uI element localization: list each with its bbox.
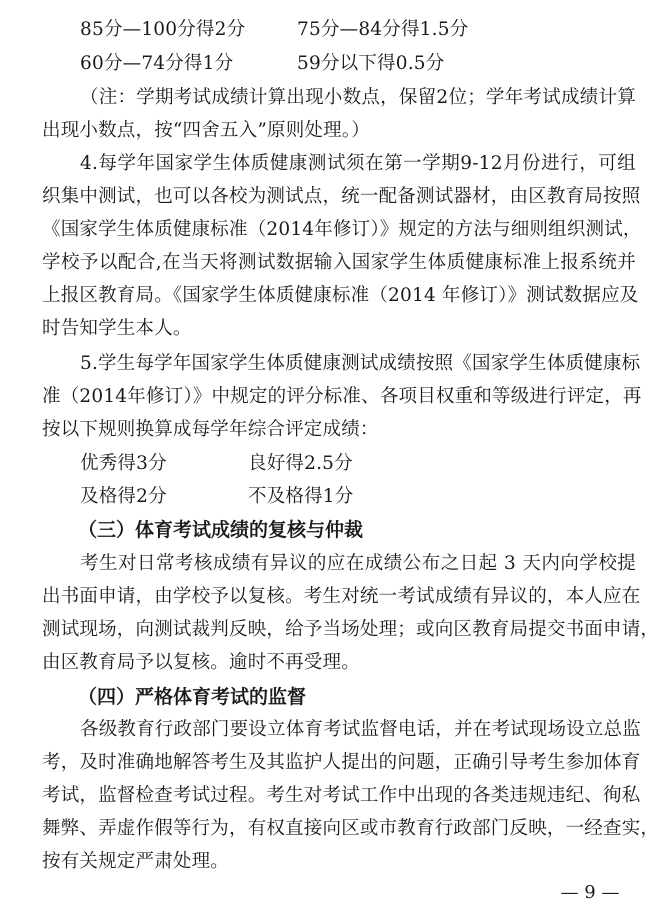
note-line: 出现小数点，按“四舍五入”原则处理。） — [42, 120, 370, 141]
section4-line: 按有关规定严肃处理。 — [42, 851, 230, 872]
grade-rule: 良好得2.5分 — [248, 453, 353, 474]
section3-line: 考生对日常考核成绩有异议的应在成绩公布之日起 3 天内向学校提 — [80, 553, 636, 574]
item4-line: 《国家学生体质健康标准（2014年修订）》规定的方法与细则组织测试， — [42, 219, 642, 240]
score-rule: 59分以下得0.5分 — [297, 53, 445, 74]
item4-line: 时告知学生本人。 — [42, 318, 192, 339]
item5-line: 准（2014年修订）》中规定的评分标准、各项目权重和等级进行评定，再 — [42, 386, 642, 407]
score-rule: 75分—84分得1.5分 — [297, 19, 469, 40]
grade-rule: 不及格得1分 — [248, 486, 354, 507]
item5-line: 按以下规则换算成每学年综合评定成绩： — [42, 419, 379, 440]
section3-line: 由区教育局予以复核。逾时不再受理。 — [42, 652, 360, 673]
section4-line: 各级教育行政部门要设立体育考试监督电话，并在考试现场设立总监 — [80, 719, 642, 740]
score-rule: 85分—100分得2分 — [80, 19, 246, 40]
score-rule: 60分—74分得1分 — [80, 53, 234, 74]
section4-line: 考试，监督检查考试过程。考生对考试工作中出现的各类违规违纪、徇私 — [42, 785, 641, 806]
item4-line: 学校予以配合,在当天将测试数据输入国家学生体质健康标准上报系统并 — [42, 252, 636, 273]
item4-line: 上报区教育局。《国家学生体质健康标准（2014 年修订）》测试数据应及 — [42, 285, 639, 306]
item4-line: 4.每学年国家学生体质健康测试须在第一学期9-12月份进行，可组 — [80, 153, 636, 174]
item4-line: 织集中测试，也可以各校为测试点，统一配备测试器材，由区教育局按照 — [42, 186, 641, 207]
page-number: — 9 — — [560, 882, 620, 903]
section-heading-supervision: （四）严格体育考试的监督 — [78, 686, 307, 708]
grade-rule: 及格得2分 — [80, 486, 167, 507]
section-heading-review: （三）体育考试成绩的复核与仲裁 — [78, 519, 364, 541]
section4-line: 考，及时准确地解答考生及其监护人提出的问题，正确引导考生参加体育 — [42, 752, 641, 773]
item5-line: 5.学生每学年国家学生体质健康测试成绩按照《国家学生体质健康标 — [80, 353, 641, 374]
section4-line: 舞弊、弄虚作假等行为，有权直接向区或市教育行政部门反映，一经查实， — [42, 818, 660, 839]
section3-line: 测试现场，向测试裁判反映，给予当场处理；或向区教育局提交书面申请， — [42, 619, 660, 640]
note-line: （注：学期考试成绩计算出现小数点，保留2位；学年考试成绩计算 — [80, 87, 636, 108]
grade-rule: 优秀得3分 — [80, 453, 167, 474]
section3-line: 出书面申请，由学校予以复核。考生对统一考试成绩有异议的，本人应在 — [42, 586, 641, 607]
